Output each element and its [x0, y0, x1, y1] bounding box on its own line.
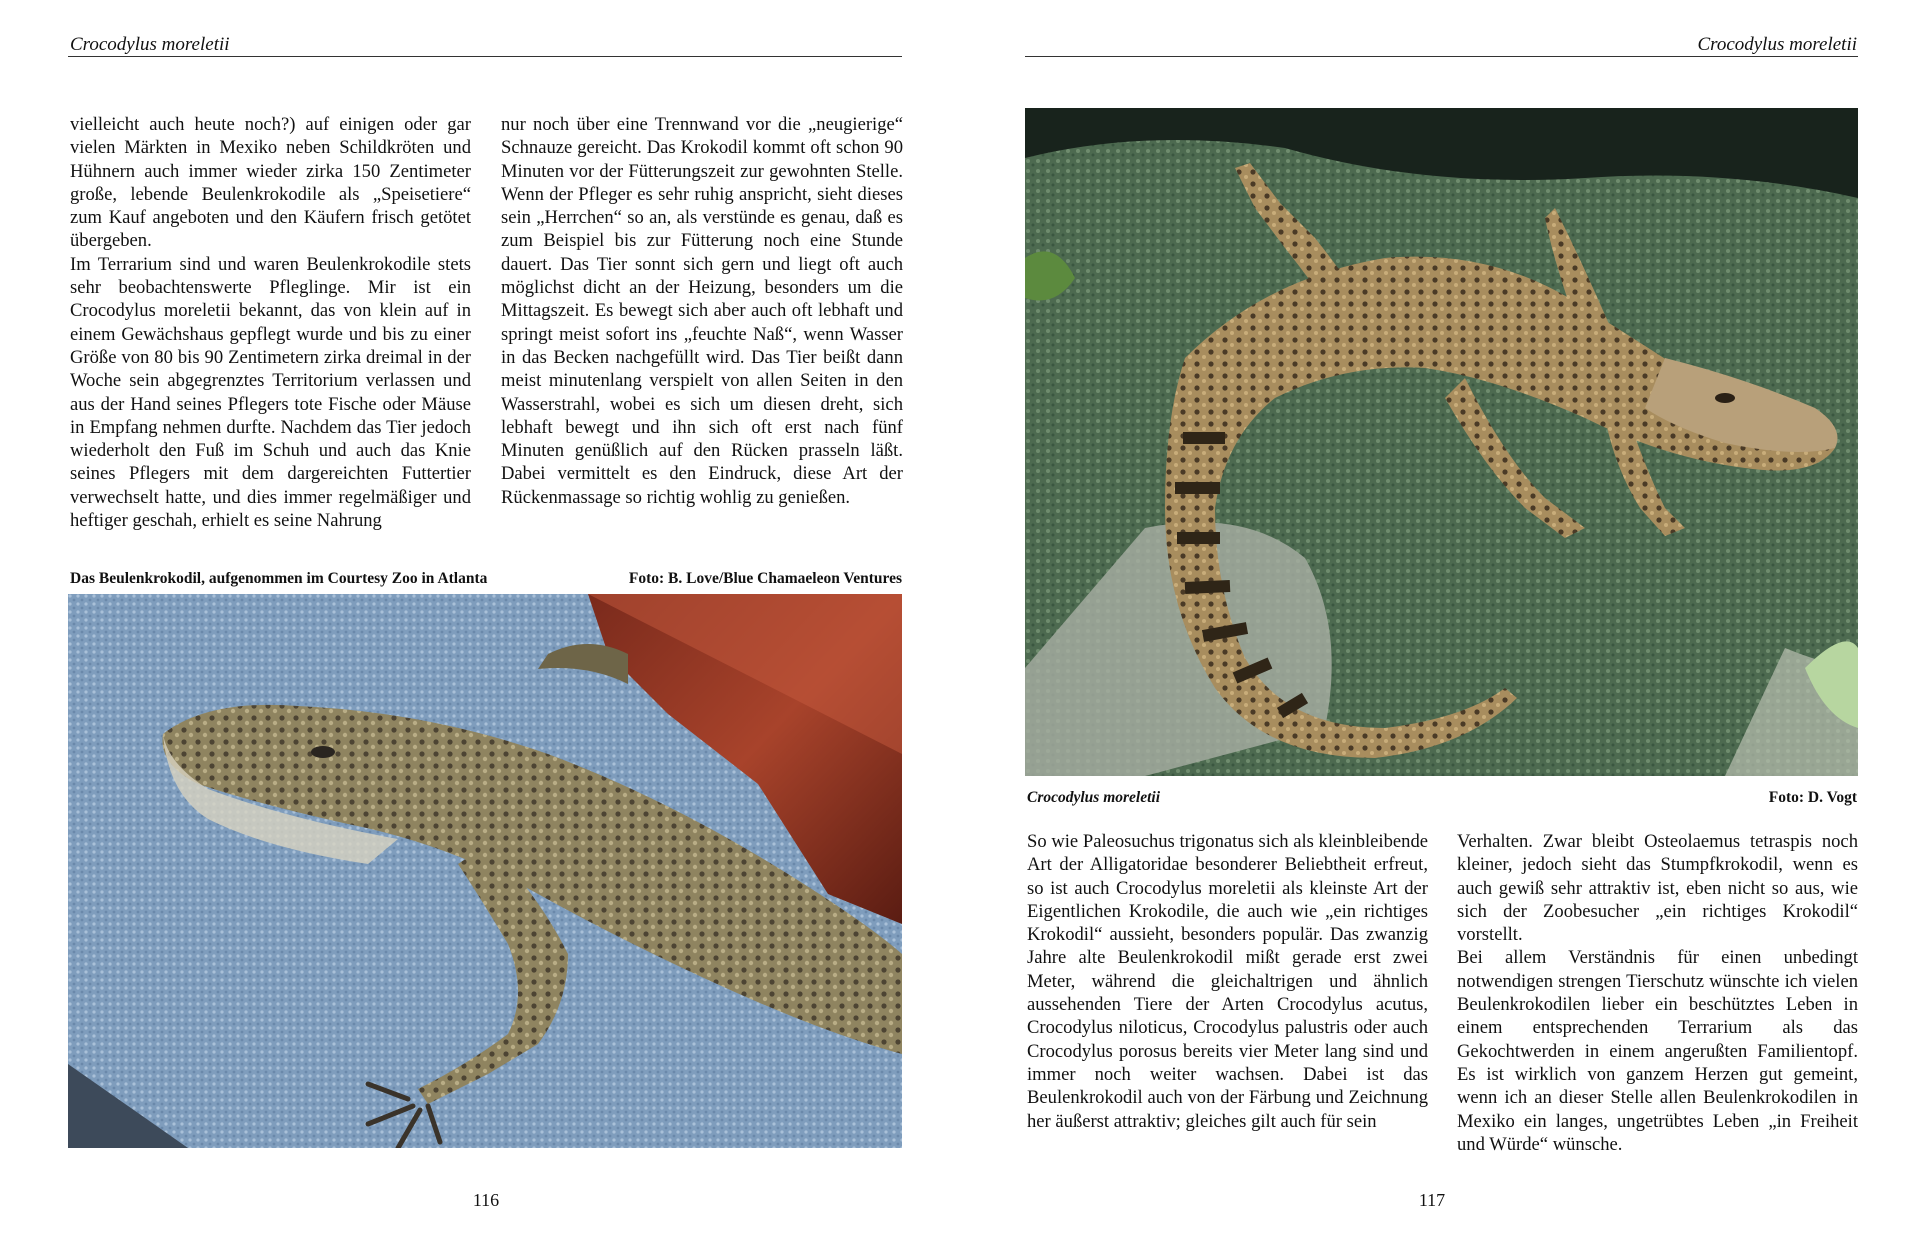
page-number: 117	[1418, 1190, 1446, 1210]
right-page-column-2	[1457, 830, 1858, 1156]
running-head-right: Crocodylus moreletii	[1697, 34, 1857, 55]
paragraph: nur noch über eine Trennwand vor die „neugierige“ Schnauze gereicht. Das Krokodil kommt oft schon 90 Minuten vor der Fütterungszeit zur gewohnten Stelle. Wenn der Pfleger es sehr ruhig anspricht, sieht dieses sein „Herrchen“ so an, als verstünde es genau, daß es zum Beispiel bis zur Fütterung noch eine Stunde dauert. Das Tier sonnt sich gern und liegt oft auch möglichst dicht an der Heizung, besonders um die Mittagszeit. Es bewegt sich aber auch oft lebhaft und springt meist sofort ins „feuchte Naß“, wenn Wasser in das Becken nachgefüllt wird. Das Tier beißt dann meist minutenlang verspielt von allen Seiten in den Wasserstrahl, wobei es sich um diesen dreht, sich lebhaft bewegt und ihn sich oft erst nach fünf Minuten genüßlich auf den Rücken prasseln läßt. Dabei vermittelt es den Eindruck, diese Art der Rückenmassage so richtig wohlig zu genießen.	[501, 114, 903, 508]
paragraph: Bei allem Verständnis für einen unbedingt notwendigen strengen Tierschutz wünschte ich vielen Beulenkrokodilen lieber ein beschütztes Leben in einem entsprechenden Terrarium als das Gekochtwerden in einem angerußten Familientopf. Es ist wirklich von ganzem Herzen gut gemeint, wenn ich an dieser Stelle allen Beulenkrokodilen in Mexiko ein langes, ungetrübtes Leben „in Freiheit und Würde“ wünsche.	[1457, 947, 1858, 1155]
right-page	[952, 0, 1905, 1236]
paragraph: Im Terrarium sind und waren Beulenkrokodile stets sehr beobachtenswerte Pfleglinge. Mir ist ein Crocodylus moreletii bekannt, das von klein auf in einem Gewächshaus gepflegt wurde und bis zu einer Größe von 80 bis 90 Zentimetern zirka dreimal in der Woche sein abgegrenztes Territorium verlassen und aus der Hand seines Pflegers tote Fische oder Mäuse in Empfang nehmen durfte. Nachdem das Tier jedoch wiederholt den Fuß im Schuh und auch das Knie seines Pflegers mit dem dargereichten Futtertier verwechselt hatte, und dies immer regelmäßiger und heftiger geschah, erhielt es seine Nahrung	[70, 253, 471, 532]
running-head-left: Crocodylus moreletii	[70, 34, 230, 55]
photo-credit: Foto: B. Love/Blue Chamaeleon Ventures	[628, 570, 902, 587]
header-rule-right	[1025, 56, 1858, 57]
right-page-column-1	[1027, 830, 1428, 1133]
photo-credit: Foto: D. Vogt	[1768, 789, 1857, 806]
left-page-column-2	[501, 113, 903, 509]
paragraph: So wie Paleosuchus trigonatus sich als kleinbleibende Art der Alligatoridae besonderer Beliebtheit erfreut, so ist auch Crocodylus moreletii als kleinste Art der Eigentlichen Krokodile, die auch wie „ein richtiges Krokodil“ aussieht, besonders populär. Das zwanzig Jahre alte Beulenkrokodil mißt gerade erst zwei Meter, während die gleichaltrigen und ähnlich aussehenden Tiere der Arten Crocodylus acutus, Crocodylus niloticus, Crocodylus palustris oder auch Crocodylus porosus bereits vier Meter lang sind und immer noch weiter wachsen. Dabei ist das Beulenkrokodil auch von der Färbung und Zeichnung her äußerst attraktiv; gleiches gilt auch für sein	[1027, 831, 1428, 1132]
photo-caption: Crocodylus moreletii	[1027, 789, 1161, 806]
crocodile-photo-left	[68, 594, 902, 1148]
left-page	[0, 0, 952, 1236]
header-rule-left	[68, 56, 902, 57]
page-number: 116	[472, 1190, 500, 1210]
left-page-column-1	[70, 113, 471, 532]
paragraph: vielleicht auch heute noch?) auf einigen oder gar vielen Märkten in Mexiko neben Schildkröten und Hühnern auch immer wieder zirka 150 Zentimeter große, lebende Beulenkrokodile als „Speisetiere“ zum Kauf angeboten und den Käufern frisch getötet übergeben.	[70, 114, 471, 252]
photo-caption: Das Beulenkrokodil, aufgenommen im Courtesy Zoo in Atlanta	[70, 570, 488, 587]
crocodile-on-green-ground-image	[1025, 108, 1858, 776]
crocodile-on-blue-carpet-image	[68, 594, 902, 1148]
crocodile-photo-right	[1025, 108, 1858, 776]
paragraph: Verhalten. Zwar bleibt Osteolaemus tetraspis noch kleiner, jedoch sieht das Stumpfkrokodil, wenn es auch gewiß sehr attraktiv ist, eben nicht so aus, wie sich der Zoobesucher „ein richtiges Krokodil“ vorstellt.	[1457, 831, 1858, 946]
